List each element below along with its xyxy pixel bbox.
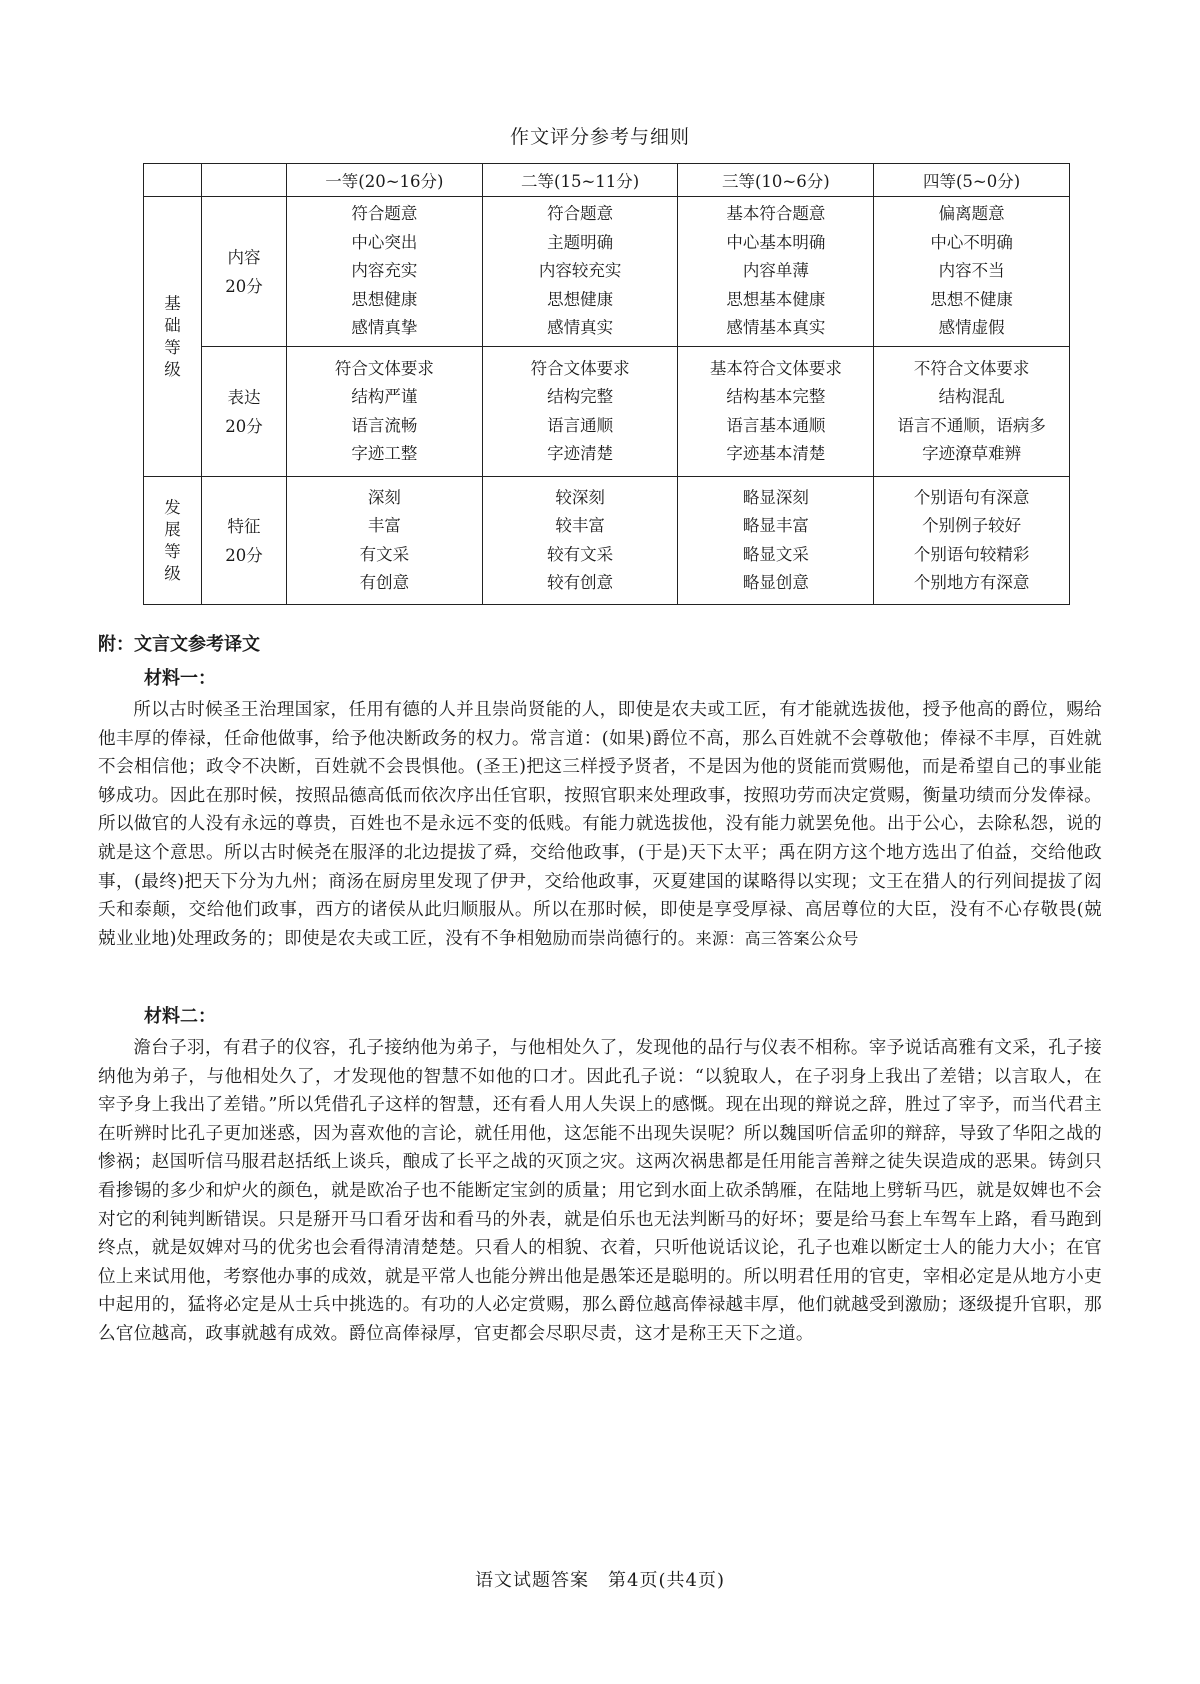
table-cell: 个别语句有深意 个别例子较好 个别语句较精彩 个别地方有深意	[874, 477, 1070, 605]
page-footer: 语文试题答案 第4页(共4页)	[475, 1570, 725, 1591]
dimension-name: 特征	[227, 516, 261, 536]
dimension-cell	[202, 477, 287, 605]
table-cell: 符合文体要求 结构完整 语言通顺 字迹清楚	[482, 347, 678, 477]
group-development-cell	[144, 477, 202, 605]
table-cell: 符合题意 主题明确 内容较充实 思想健康 感情真实	[482, 197, 678, 347]
source-note: 来源：高三答案公众号	[695, 928, 859, 948]
dimension-score: 20分	[225, 276, 263, 296]
table-row-expression	[144, 347, 1070, 477]
table-row-content	[144, 197, 1070, 347]
table-cell: 符合文体要求 结构严谨 语言流畅 字迹工整	[287, 347, 483, 477]
group-development-label: 发展等级	[164, 497, 181, 583]
header-grade-2: 二等(15~11分)	[482, 164, 678, 197]
header-empty-cell	[202, 164, 287, 197]
dimension-cell	[202, 347, 287, 477]
table-cell: 不符合文体要求 结构混乱 语言不通顺，语病多 字迹潦草难辨	[874, 347, 1070, 477]
table-cell: 偏离题意 中心不明确 内容不当 思想不健康 感情虚假	[874, 197, 1070, 347]
header-grade-1: 一等(20~16分)	[287, 164, 483, 197]
material-2-title: 材料二：	[144, 1006, 216, 1027]
header-grade-3: 三等(10~6分)	[678, 164, 874, 197]
table-row-feature	[144, 477, 1070, 605]
dimension-score: 20分	[225, 416, 263, 436]
table-cell: 深刻 丰富 有文采 有创意	[287, 477, 483, 605]
table-title: 作文评分参考与细则	[509, 126, 690, 148]
table-cell: 略显深刻 略显丰富 略显文采 略显创意	[678, 477, 874, 605]
group-basic-label: 基础等级	[164, 293, 181, 379]
material-1-text: 所以古时候圣王治理国家，任用有德的人并且崇尚贤能的人，即使是农夫或工匠，有才能就选拔他，授予他高的爵位，赐给他丰厚的俸禄，任命他做事，给予他决断政务的权力。常言道：(如果)爵位不高，那么百姓就不会尊敬他；俸禄不丰厚，百姓就不会相信他；政令不决断，百姓就不会畏惧他。(圣王)把这三样授予贤者，不是因为他的贤能而赏赐他，而是希望自己的事业能够成功。因此在那时候，按照品德高低而依次序出任官职，按照官职来处理政事，按照功劳而决定赏赐，衡量功绩而分发俸禄。所以做官的人没有永远的尊贵，百姓也不是永远不变的低贱。有能力就选拔他，没有能力就罢免他。出于公心，去除私怨，说的就是这个意思。所以古时候尧在服泽的北边提拔了舜，交给他政事，(于是)天下太平；禹在阴方这个地方选出了伯益，交给他政事，(最终)把天下分为九州；商汤在厨房里发现了伊尹，交给他政事，灭夏建国的谋略得以实现；文王在猎人的行列间提拔了闳夭和泰颠，交给他们政事，西方的诸侯从此归顺服从。所以在那时候，即使是享受厚禄、高居尊位的大臣，没有不心存敬畏(兢兢业业地)处理政务的；即使是农夫或工匠，没有不争相勉励而崇尚德行的。来源：高三答案公众号	[98, 700, 1102, 949]
dimension-name: 内容	[227, 247, 261, 267]
header-empty-cell	[144, 164, 202, 197]
table-header-row	[144, 164, 1070, 197]
dimension-score: 20分	[225, 545, 263, 565]
table-cell: 较深刻 较丰富 较有文采 较有创意	[482, 477, 678, 605]
header-grade-4: 四等(5~0分)	[874, 164, 1070, 197]
dimension-cell	[202, 197, 287, 347]
group-basic-cell	[144, 197, 202, 477]
dimension-name: 表达	[227, 387, 261, 407]
table-cell: 基本符合文体要求 结构基本完整 语言基本通顺 字迹基本清楚	[678, 347, 874, 477]
table-cell: 基本符合题意 中心基本明确 内容单薄 思想基本健康 感情基本真实	[678, 197, 874, 347]
table-cell: 符合题意 中心突出 内容充实 思想健康 感情真挚	[287, 197, 483, 347]
material-1-title: 材料一：	[144, 668, 216, 689]
appendix-heading: 附：文言文参考译文	[98, 634, 260, 655]
scoring-table	[143, 163, 1070, 605]
material-2-text: 澹台子羽，有君子的仪容，孔子接纳他为弟子，与他相处久了，发现他的品行与仪表不相称。宰予说话高雅有文采，孔子接纳他为弟子，与他相处久了，才发现他的智慧不如他的口才。因此孔子说：“以貌取人，在子羽身上我出了差错；以言取人，在宰予身上我出了差错。”所以凭借孔子这样的智慧，还有看人用人失误上的感慨。现在出现的辩说之辞，胜过了宰予，而当代君主在听辨时比孔子更加迷惑，因为喜欢他的言论，就任用他，这怎能不出现失误呢？所以魏国听信孟卯的辩辞，导致了华阳之战的惨祸；赵国听信马服君赵括纸上谈兵，酿成了长平之战的灭顶之灾。这两次祸患都是任用能言善辩之徒失误造成的恶果。铸剑只看掺锡的多少和炉火的颜色，就是欧冶子也不能断定宝剑的质量；用它到水面上砍杀鹄雁，在陆地上劈斩马匹，就是奴婢也不会对它的利钝判断错误。只是掰开马口看牙齿和看马的外表，就是伯乐也无法判断马的好坏；要是给马套上车驾车上路，看马跑到终点，就是奴婢对马的优劣也会看得清清楚楚。只看人的相貌、衣着，只听他说话议论，孔子也难以断定士人的能力大小；在官位上来试用他，考察他办事的成效，就是平常人也能分辨出他是愚笨还是聪明的。所以明君任用的官吏，宰相必定是从地方小吏中起用的，猛将必定是从士兵中挑选的。有功的人必定赏赐，那么爵位越高俸禄越丰厚，他们就越受到激励；逐级提升官职，那么官位越高，政事就越有成效。爵位高俸禄厚，官吏都会尽职尽责，这才是称王天下之道。	[98, 1038, 1102, 1344]
